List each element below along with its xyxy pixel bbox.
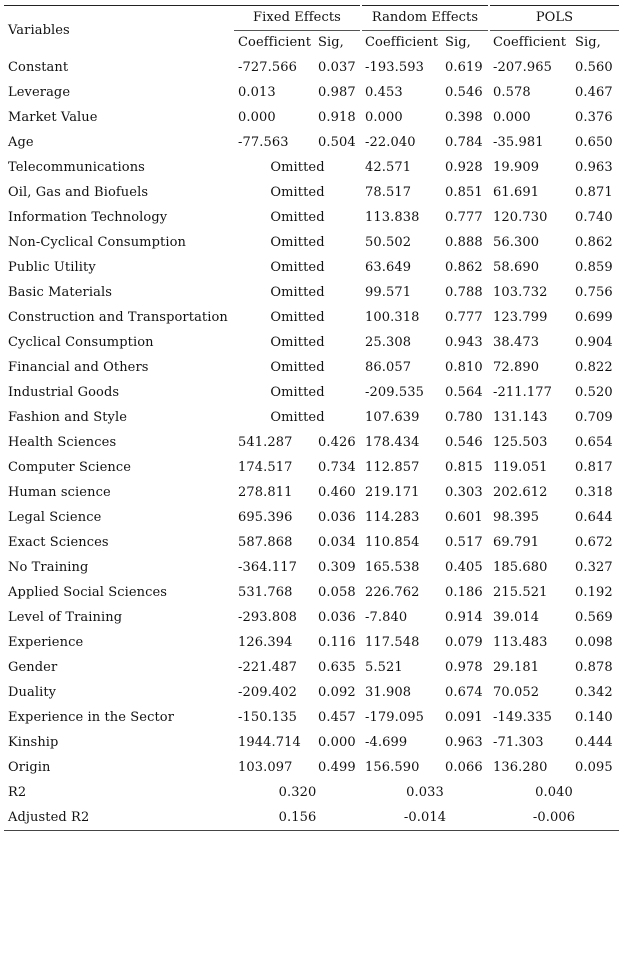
fe-omitted: Omitted xyxy=(270,310,325,325)
pols-significance: 0.878 xyxy=(575,660,613,675)
re-coefficient: 165.538 xyxy=(365,560,420,575)
variable-name: Exact Sciences xyxy=(8,535,109,550)
variable-name: Age xyxy=(8,135,34,150)
variable-name: Kinship xyxy=(8,735,59,750)
fe-omitted: Omitted xyxy=(270,285,325,300)
variable-name: Industrial Goods xyxy=(8,385,120,400)
fe-significance: 0.918 xyxy=(318,110,356,125)
re-summary-value: -0.014 xyxy=(361,805,489,831)
pols-coefficient: 29.181 xyxy=(493,660,540,675)
re-significance: 0.928 xyxy=(445,160,483,175)
re-significance: 0.546 xyxy=(445,435,483,450)
table-body xyxy=(4,55,619,831)
fe-omitted: Omitted xyxy=(270,160,325,175)
fe-significance: 0.092 xyxy=(318,685,356,700)
re-significance: 0.777 xyxy=(445,210,483,225)
variable-name: Oil, Gas and Biofuels xyxy=(8,185,149,200)
re-coefficient: 25.308 xyxy=(365,335,412,350)
re-significance: 0.546 xyxy=(445,85,483,100)
fe-significance: 0.635 xyxy=(318,660,356,675)
re-significance: 0.601 xyxy=(445,510,483,525)
summary-row xyxy=(4,805,619,831)
pols-summary-value: -0.006 xyxy=(489,805,619,831)
fe-significance: 0.309 xyxy=(318,560,356,575)
table-header xyxy=(4,6,619,56)
re-significance: 0.888 xyxy=(445,235,483,250)
table-row xyxy=(4,730,619,755)
re-significance: 0.978 xyxy=(445,660,483,675)
fe-significance: 0.426 xyxy=(318,435,356,450)
fe-coefficient: 174.517 xyxy=(238,460,293,475)
pols-coefficient: -211.177 xyxy=(493,385,552,400)
re-coefficient: 100.318 xyxy=(365,310,420,325)
pols-coefficient: 215.521 xyxy=(493,585,548,600)
pols-significance: 0.376 xyxy=(575,110,613,125)
re-coefficient: 99.571 xyxy=(365,285,412,300)
pols-coefficient: 119.051 xyxy=(493,460,548,475)
re-significance: 0.851 xyxy=(445,185,483,200)
pols-coefficient: 69.791 xyxy=(493,535,540,550)
variable-name: Cyclical Consumption xyxy=(8,335,154,350)
table-row xyxy=(4,455,619,480)
table-row xyxy=(4,330,619,355)
table-row xyxy=(4,205,619,230)
fe-summary-value: 0.320 xyxy=(278,785,317,800)
re-coefficient: 0.000 xyxy=(365,110,403,125)
re-coefficient: 107.639 xyxy=(365,410,420,425)
pols-coefficient: 125.503 xyxy=(493,435,548,450)
variable-name: No Training xyxy=(8,560,89,575)
table-row xyxy=(4,430,619,455)
fe-coefficient: 0.013 xyxy=(238,85,276,100)
re-significance: 0.943 xyxy=(445,335,483,350)
fe-significance: 0.116 xyxy=(318,635,356,650)
fe-omitted: Omitted xyxy=(270,385,325,400)
fe-omitted: Omitted xyxy=(270,185,325,200)
variable-name: Fashion and Style xyxy=(8,410,128,425)
pols-significance: 0.862 xyxy=(575,235,613,250)
pols-significance: 0.822 xyxy=(575,360,613,375)
table-row xyxy=(4,105,619,130)
re-significance: 0.777 xyxy=(445,310,483,325)
fe-significance: 0.036 xyxy=(318,510,356,525)
re-coefficient: 42.571 xyxy=(365,160,412,175)
fe-significance: 0.504 xyxy=(318,135,356,150)
re-coefficient: 31.908 xyxy=(365,685,412,700)
pols-significance: 0.871 xyxy=(575,185,613,200)
re-significance: 0.862 xyxy=(445,260,483,275)
variable-name: Origin xyxy=(8,760,51,775)
variable-name: Legal Science xyxy=(8,510,102,525)
pols-significance: 0.467 xyxy=(575,85,613,100)
re-significance: 0.303 xyxy=(445,485,483,500)
variable-name: Financial and Others xyxy=(8,360,149,375)
pols-coefficient: -149.335 xyxy=(493,710,552,725)
table-row xyxy=(4,305,619,330)
table-row xyxy=(4,655,619,680)
re-significance: 0.914 xyxy=(445,610,483,625)
fe-coefficient: 541.287 xyxy=(238,435,293,450)
re-coef-header: Coefficient xyxy=(365,35,439,50)
pols-sig-header: Sig, xyxy=(575,35,601,50)
re-coefficient: -209.535 xyxy=(365,385,424,400)
fe-coefficient: 126.394 xyxy=(238,635,293,650)
pols-significance: 0.709 xyxy=(575,410,613,425)
re-coefficient: 219.171 xyxy=(365,485,420,500)
table-row xyxy=(4,380,619,405)
pols-significance: 0.520 xyxy=(575,385,613,400)
pols-significance: 0.569 xyxy=(575,610,613,625)
pols-header: POLS xyxy=(489,6,619,31)
fe-sig-header: Sig, xyxy=(318,35,344,50)
variable-name: Public Utility xyxy=(8,260,96,275)
re-significance: 0.066 xyxy=(445,760,483,775)
pols-significance: 0.098 xyxy=(575,635,613,650)
pols-coefficient: 185.680 xyxy=(493,560,548,575)
fixed-effects-header: Fixed Effects xyxy=(234,6,361,31)
pols-coefficient: 98.395 xyxy=(493,510,540,525)
table-row xyxy=(4,180,619,205)
re-significance: 0.564 xyxy=(445,385,483,400)
fe-coefficient: 103.097 xyxy=(238,760,293,775)
table-row xyxy=(4,405,619,430)
pols-coefficient: 113.483 xyxy=(493,635,548,650)
variable-name: Non-Cyclical Consumption xyxy=(8,235,186,250)
table-row xyxy=(4,705,619,730)
re-significance: 0.398 xyxy=(445,110,483,125)
re-significance: 0.186 xyxy=(445,585,483,600)
fe-coefficient: -293.808 xyxy=(238,610,297,625)
pols-coefficient: 123.799 xyxy=(493,310,548,325)
fe-coefficient: 1944.714 xyxy=(238,735,301,750)
variable-name: Gender xyxy=(8,660,58,675)
pols-coef-header: Coefficient xyxy=(493,35,567,50)
fe-omitted: Omitted xyxy=(270,360,325,375)
pols-significance: 0.699 xyxy=(575,310,613,325)
pols-significance: 0.192 xyxy=(575,585,613,600)
pols-coefficient: -71.303 xyxy=(493,735,544,750)
pols-coefficient: 39.014 xyxy=(493,610,540,625)
variable-name: Constant xyxy=(8,60,69,75)
table-row xyxy=(4,505,619,530)
fe-coefficient: -727.566 xyxy=(238,60,297,75)
fe-coefficient: -77.563 xyxy=(238,135,289,150)
table-row xyxy=(4,630,619,655)
pols-significance: 0.654 xyxy=(575,435,613,450)
re-significance: 0.780 xyxy=(445,410,483,425)
re-coefficient: 114.283 xyxy=(365,510,420,525)
re-significance: 0.517 xyxy=(445,535,483,550)
pols-coefficient: 61.691 xyxy=(493,185,540,200)
pols-coefficient: 72.890 xyxy=(493,360,540,375)
variable-name: Computer Science xyxy=(8,460,132,475)
table-row xyxy=(4,555,619,580)
re-significance: 0.963 xyxy=(445,735,483,750)
variable-name: Telecommunications xyxy=(8,160,145,175)
table-row xyxy=(4,80,619,105)
pols-significance: 0.140 xyxy=(575,710,613,725)
pols-coefficient: 19.909 xyxy=(493,160,540,175)
fe-omitted: Omitted xyxy=(270,335,325,350)
re-coefficient: 86.057 xyxy=(365,360,412,375)
pols-significance: 0.095 xyxy=(575,760,613,775)
re-coefficient: 226.762 xyxy=(365,585,420,600)
fe-coefficient: 695.396 xyxy=(238,510,293,525)
fe-coefficient: 278.811 xyxy=(238,485,293,500)
re-coefficient: 50.502 xyxy=(365,235,412,250)
pols-coefficient: -207.965 xyxy=(493,60,552,75)
variable-name: Leverage xyxy=(8,85,71,100)
re-significance: 0.079 xyxy=(445,635,483,650)
variable-name: Applied Social Sciences xyxy=(8,585,168,600)
fe-coef-header: Coefficient xyxy=(238,35,312,50)
pols-significance: 0.644 xyxy=(575,510,613,525)
re-coefficient: -22.040 xyxy=(365,135,416,150)
fe-significance: 0.460 xyxy=(318,485,356,500)
fe-coefficient: -364.117 xyxy=(238,560,297,575)
table-row xyxy=(4,605,619,630)
fe-significance: 0.058 xyxy=(318,585,356,600)
fe-significance: 0.036 xyxy=(318,610,356,625)
re-coefficient: 113.838 xyxy=(365,210,420,225)
re-significance: 0.810 xyxy=(445,360,483,375)
fe-significance: 0.987 xyxy=(318,85,356,100)
re-coefficient: 110.854 xyxy=(365,535,420,550)
table-row xyxy=(4,680,619,705)
fe-coefficient: 0.000 xyxy=(238,110,276,125)
pols-significance: 0.327 xyxy=(575,560,613,575)
summary-label: R2 xyxy=(8,785,27,800)
pols-significance: 0.342 xyxy=(575,685,613,700)
re-coefficient: 112.857 xyxy=(365,460,420,475)
variable-name: Construction and Transportation xyxy=(8,310,228,325)
pols-significance: 0.740 xyxy=(575,210,613,225)
pols-coefficient: 120.730 xyxy=(493,210,548,225)
pols-coefficient: 103.732 xyxy=(493,285,548,300)
re-summary-value: 0.033 xyxy=(406,785,444,800)
fe-summary-value: 0.156 xyxy=(234,805,361,831)
summary-label: Adjusted R2 xyxy=(4,805,234,831)
fe-omitted: Omitted xyxy=(270,410,325,425)
variable-name: Experience xyxy=(8,635,84,650)
table-row xyxy=(4,55,619,80)
re-significance: 0.788 xyxy=(445,285,483,300)
table-row xyxy=(4,355,619,380)
fe-omitted: Omitted xyxy=(270,260,325,275)
re-coefficient: -179.095 xyxy=(365,710,424,725)
table-row xyxy=(4,530,619,555)
pols-significance: 0.444 xyxy=(575,735,613,750)
fe-coefficient: 587.868 xyxy=(238,535,293,550)
pols-coefficient: 202.612 xyxy=(493,485,548,500)
re-significance: 0.815 xyxy=(445,460,483,475)
re-coefficient: 178.434 xyxy=(365,435,420,450)
variable-name: Human science xyxy=(8,485,111,500)
table-row xyxy=(4,280,619,305)
fe-omitted: Omitted xyxy=(270,210,325,225)
pols-coefficient: 131.143 xyxy=(493,410,548,425)
fe-significance: 0.034 xyxy=(318,535,356,550)
re-significance: 0.091 xyxy=(445,710,483,725)
pols-significance: 0.859 xyxy=(575,260,613,275)
pols-significance: 0.650 xyxy=(575,135,613,150)
fe-coefficient: 531.768 xyxy=(238,585,293,600)
re-coefficient: -7.840 xyxy=(365,610,408,625)
fe-significance: 0.734 xyxy=(318,460,356,475)
re-significance: 0.405 xyxy=(445,560,483,575)
random-effects-header: Random Effects xyxy=(361,6,489,31)
pols-significance: 0.672 xyxy=(575,535,613,550)
re-coefficient: 117.548 xyxy=(365,635,420,650)
variable-name: Information Technology xyxy=(8,210,168,225)
variable-name: Basic Materials xyxy=(8,285,112,300)
variable-name: Level of Training xyxy=(8,610,123,625)
pols-coefficient: 38.473 xyxy=(493,335,540,350)
pols-coefficient: 56.300 xyxy=(493,235,540,250)
pols-coefficient: 58.690 xyxy=(493,260,540,275)
variable-name: Market Value xyxy=(8,110,98,125)
pols-significance: 0.560 xyxy=(575,60,613,75)
re-coefficient: 63.649 xyxy=(365,260,412,275)
variable-name: Health Sciences xyxy=(8,435,117,450)
fe-coefficient: -150.135 xyxy=(238,710,297,725)
pols-significance: 0.904 xyxy=(575,335,613,350)
pols-significance: 0.318 xyxy=(575,485,613,500)
table-row xyxy=(4,480,619,505)
variable-name: Experience in the Sector xyxy=(8,710,175,725)
re-coefficient: 156.590 xyxy=(365,760,420,775)
table-row xyxy=(4,130,619,155)
pols-coefficient: 0.578 xyxy=(493,85,531,100)
fe-coefficient: -221.487 xyxy=(238,660,297,675)
fe-significance: 0.037 xyxy=(318,60,356,75)
re-coefficient: 78.517 xyxy=(365,185,412,200)
fe-coefficient: -209.402 xyxy=(238,685,297,700)
re-sig-header: Sig, xyxy=(445,35,471,50)
variable-name: Duality xyxy=(8,685,57,700)
regression-table xyxy=(4,5,619,831)
pols-significance: 0.817 xyxy=(575,460,613,475)
table-row xyxy=(4,155,619,180)
re-coefficient: 0.453 xyxy=(365,85,403,100)
re-coefficient: 5.521 xyxy=(365,660,403,675)
table-row xyxy=(4,580,619,605)
pols-coefficient: 0.000 xyxy=(493,110,531,125)
pols-significance: 0.756 xyxy=(575,285,613,300)
pols-summary-value: 0.040 xyxy=(535,785,573,800)
fe-significance: 0.499 xyxy=(318,760,356,775)
re-significance: 0.619 xyxy=(445,60,483,75)
table-row xyxy=(4,230,619,255)
pols-significance: 0.963 xyxy=(575,160,613,175)
pols-coefficient: 136.280 xyxy=(493,760,548,775)
fe-significance: 0.000 xyxy=(318,735,356,750)
summary-row xyxy=(4,780,619,805)
re-significance: 0.674 xyxy=(445,685,483,700)
variables-header: Variables xyxy=(4,6,234,56)
re-significance: 0.784 xyxy=(445,135,483,150)
re-coefficient: -193.593 xyxy=(365,60,424,75)
pols-coefficient: -35.981 xyxy=(493,135,544,150)
table-row xyxy=(4,255,619,280)
table-row xyxy=(4,755,619,780)
fe-significance: 0.457 xyxy=(318,710,356,725)
re-coefficient: -4.699 xyxy=(365,735,408,750)
fe-omitted: Omitted xyxy=(270,235,325,250)
pols-coefficient: 70.052 xyxy=(493,685,540,700)
